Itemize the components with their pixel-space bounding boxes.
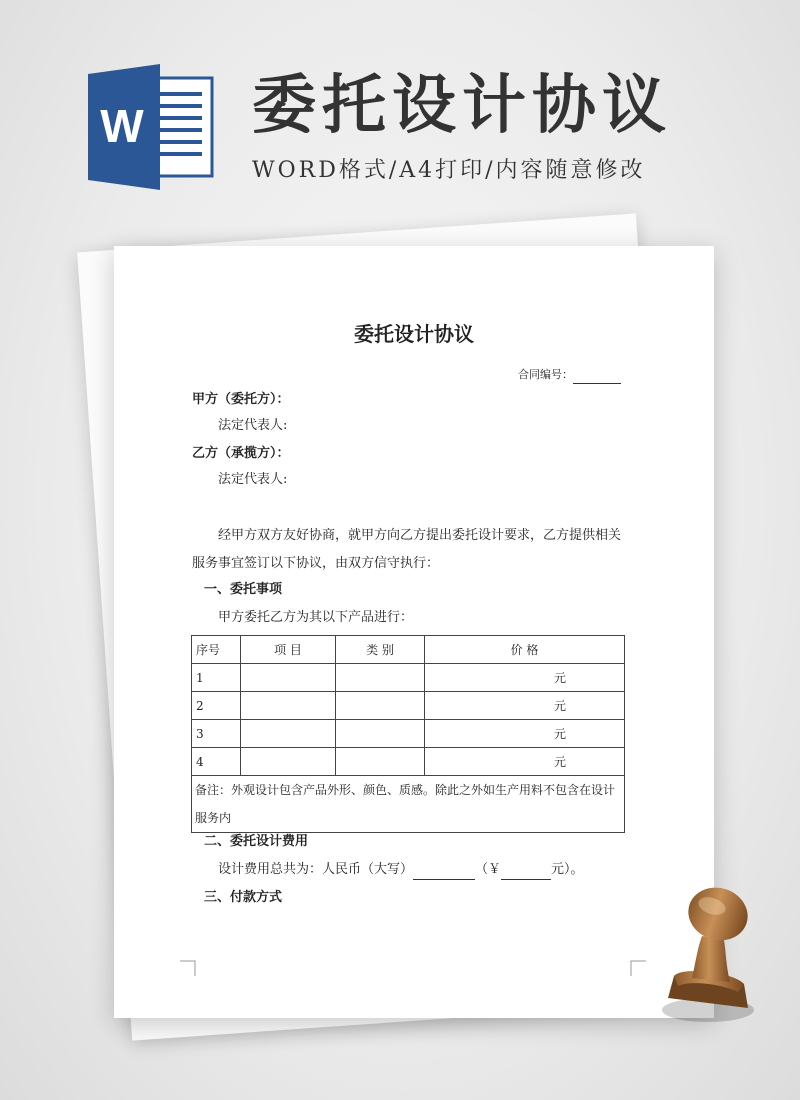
row-price: 元 [425,664,625,692]
row-category [336,748,425,776]
table-row [192,748,625,776]
row-no: 3 [192,720,241,748]
fee-amount-words-blank [413,865,475,880]
logo-letter: W [100,100,144,152]
table-header-row [192,636,625,664]
row-item [241,664,336,692]
fee-prefix: 设计费用总共为：人民币（大写） [218,862,414,877]
fee-mid: （￥ [475,862,502,877]
contract-number-label: 合同编号： [518,368,573,381]
party-b-representative: 法定代表人: [218,472,288,487]
section1-heading: 一、委托事项 [204,582,283,597]
banner-title: 委托设计协议 [252,69,672,143]
document-title: 委托设计协议 [354,322,474,346]
row-price: 元 [425,692,625,720]
row-no: 1 [192,664,241,692]
header-item: 项 目 [241,636,336,664]
party-a-representative: 法定代表人: [218,418,288,433]
fee-amount-number-blank [501,865,551,880]
table-note-row [192,776,625,833]
row-item [241,748,336,776]
header-no: 序号 [192,636,241,664]
table-row [192,720,625,748]
row-price: 元 [425,720,625,748]
row-price: 元 [425,748,625,776]
section1-text: 甲方委托乙方为其以下产品进行： [218,610,414,625]
section2-heading: 二、委托设计费用 [204,834,309,849]
row-category [336,720,425,748]
word-logo-icon [88,64,216,190]
fee-line [218,860,584,880]
contract-number [518,366,621,384]
fee-suffix: 元）。 [551,862,584,877]
contract-number-blank [573,371,621,384]
header-category: 类 别 [336,636,425,664]
party-a: 甲方（委托方）： [192,392,290,407]
banner-subtitle: WORD格式/A4打印/内容随意修改 [252,158,646,183]
table-row [192,692,625,720]
table-note: 备注：外观设计包含产品外形、颜色、质感。除此之外如生产用料不包含在设计服务内 [192,776,625,833]
items-table [191,635,625,833]
document-page [114,246,714,1018]
page-corner-mark-left [180,960,196,976]
wooden-stamp-icon [652,880,772,1030]
page-corner-mark-right [630,960,646,976]
row-no: 4 [192,748,241,776]
row-no: 2 [192,692,241,720]
intro-paragraph: 经甲方双方友好协商，就甲方向乙方提出委托设计要求，乙方提供相关服务事宜签订以下协议，由双方信守执行： [192,528,622,571]
row-item [241,720,336,748]
section3-heading: 三、付款方式 [204,890,283,905]
row-category [336,664,425,692]
row-item [241,692,336,720]
party-b: 乙方（承揽方）： [192,446,290,461]
header-price: 价 格 [425,636,625,664]
row-category [336,692,425,720]
table-row [192,664,625,692]
